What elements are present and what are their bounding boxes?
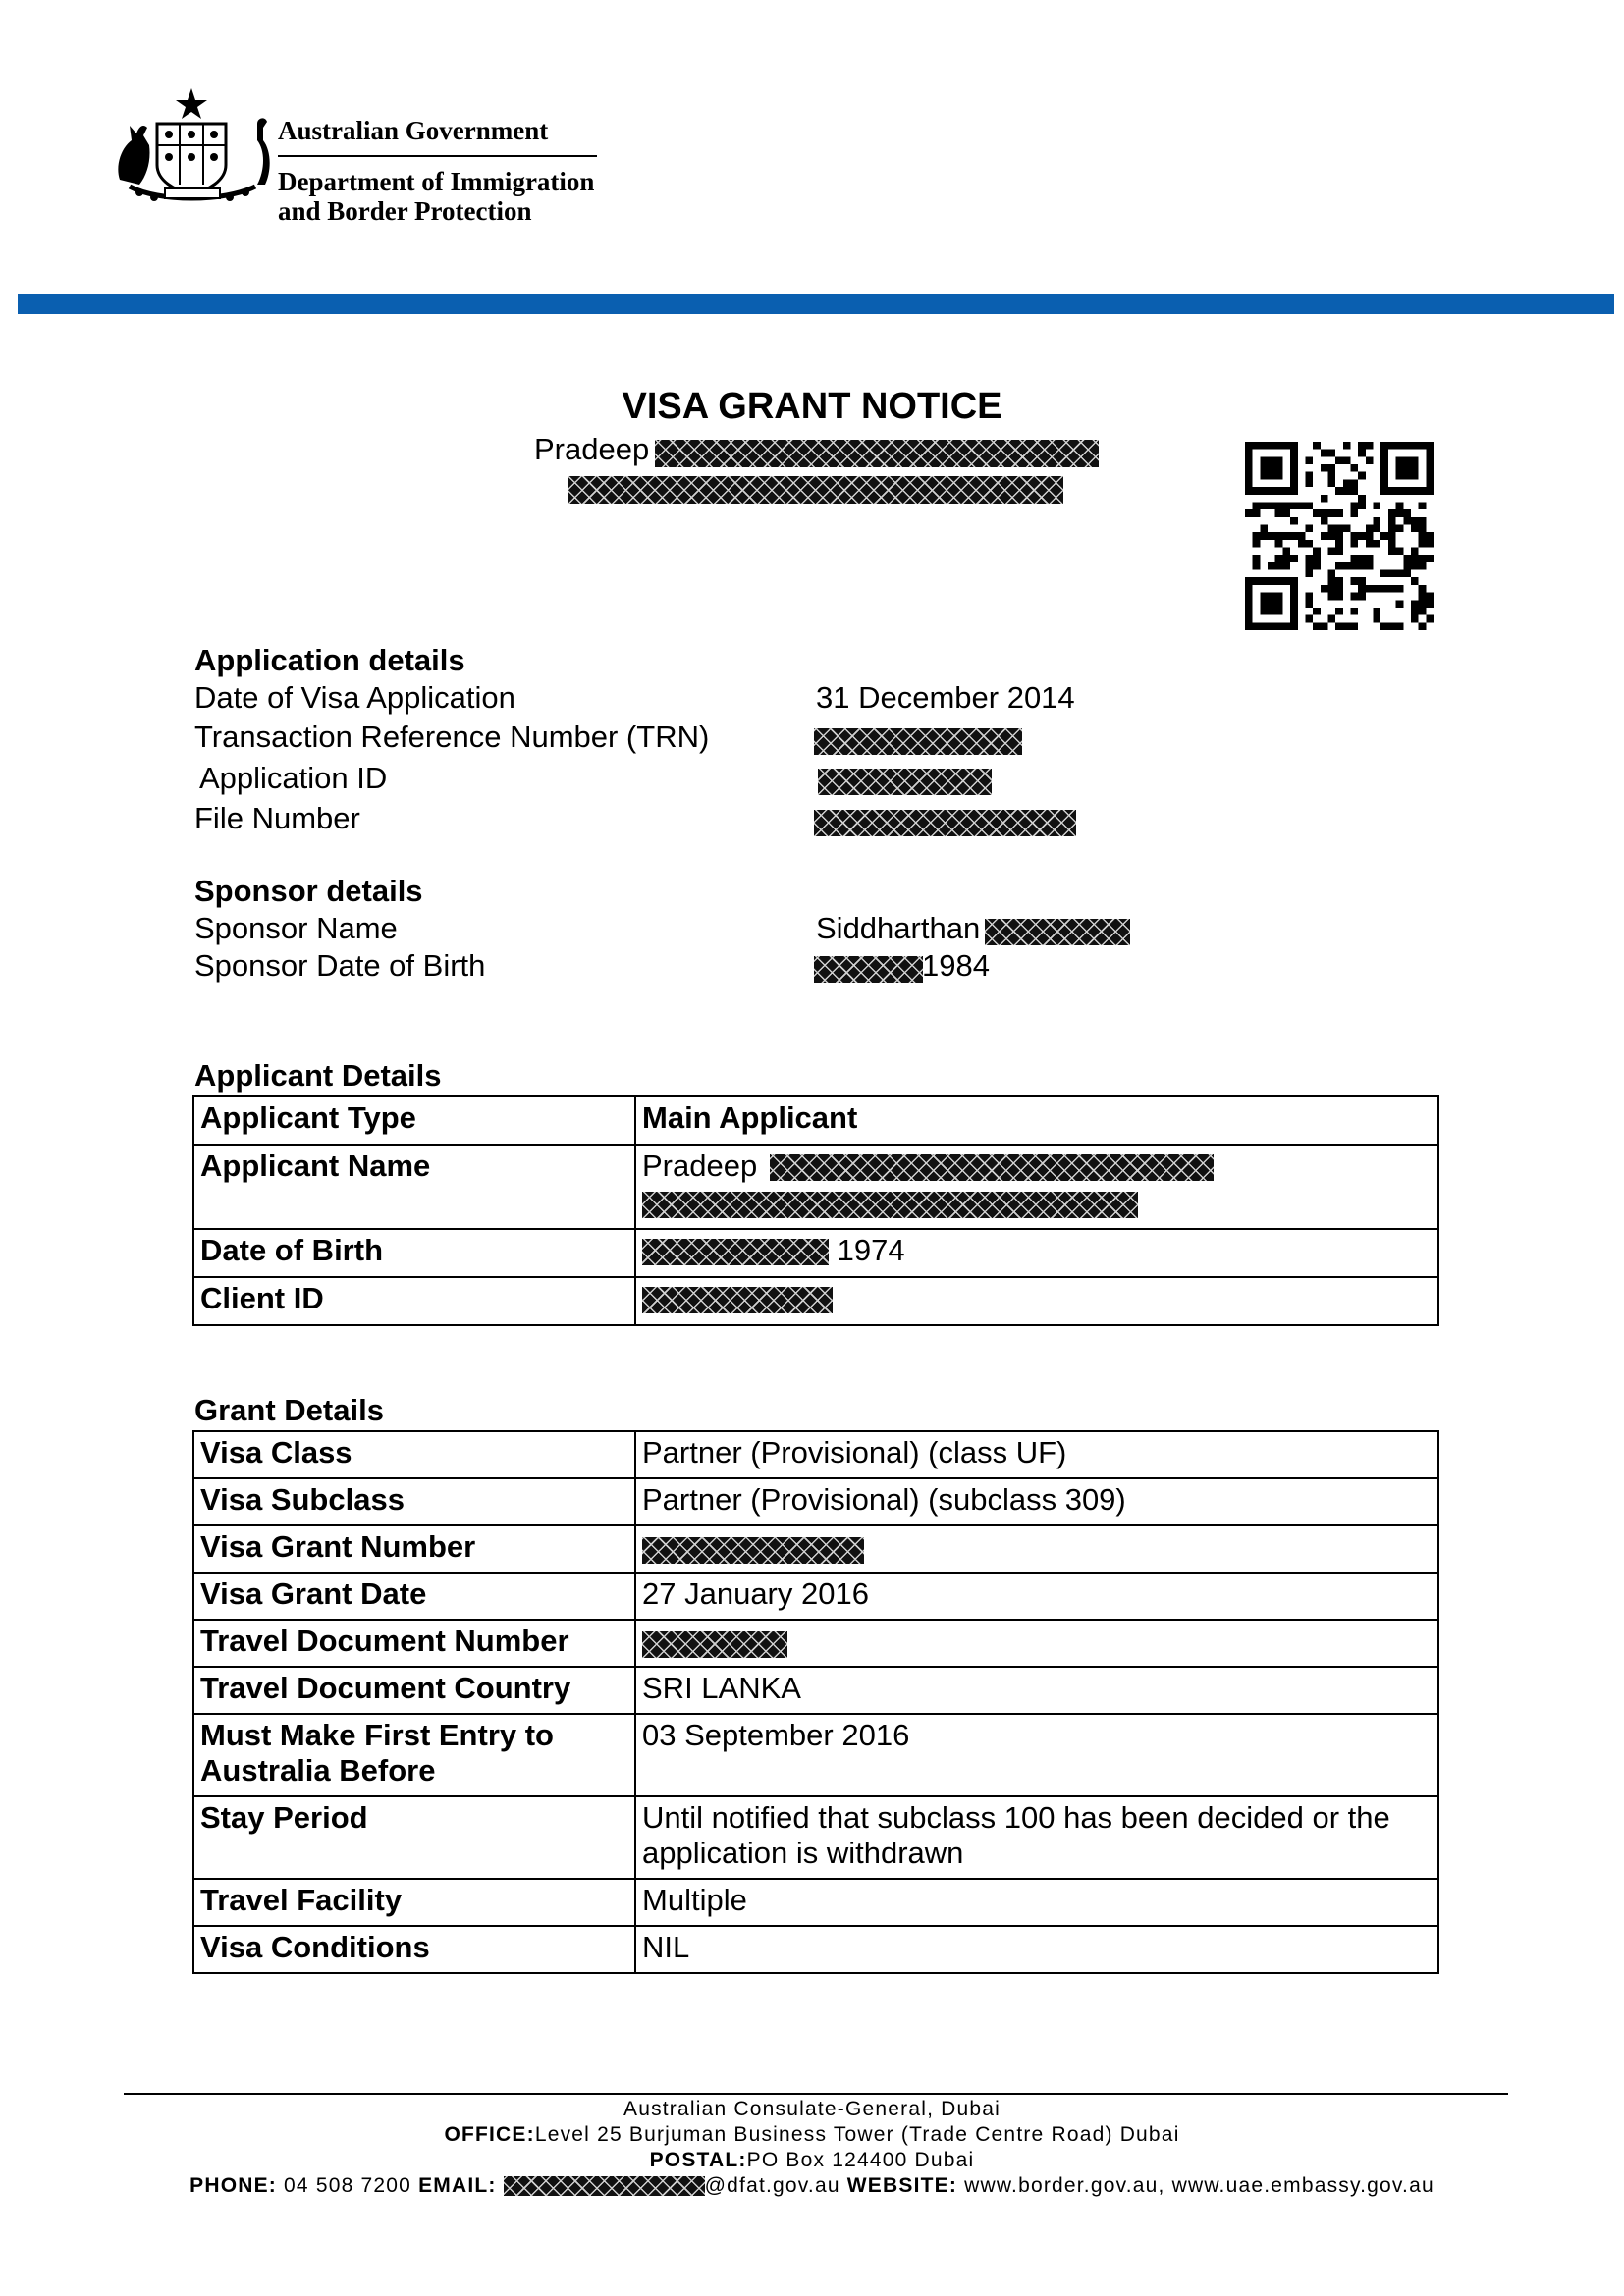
sponsor-name-value: Siddharthan [816, 911, 981, 945]
application-details-heading: Application details [194, 643, 465, 677]
applicant-type-value: Main Applicant [635, 1096, 1438, 1145]
footer-postal-label: POSTAL: [649, 2149, 747, 2171]
travel-document-country-value: SRI LANKA [635, 1667, 1438, 1714]
table-row [193, 1879, 1438, 1926]
table-row [193, 1525, 1438, 1573]
visa-grant-date-value: 27 January 2016 [635, 1573, 1438, 1620]
sponsor-name-label: Sponsor Name [194, 911, 398, 945]
department-line-1: Department of Immigration [278, 167, 595, 196]
redacted-applicant-surname [770, 1154, 1214, 1181]
footer-contact [0, 2174, 1624, 2198]
redacted-applicant-dob [642, 1239, 829, 1265]
redacted-email-user [504, 2176, 705, 2196]
footer-website-value: www.border.gov.au, www.uae.embassy.gov.au [964, 2174, 1435, 2197]
trn-label: Transaction Reference Number (TRN) [194, 720, 710, 754]
table-row [193, 1145, 1438, 1229]
header-rule [278, 155, 597, 157]
redacted-trn [814, 728, 1022, 755]
notice-title: VISA GRANT NOTICE [622, 386, 1002, 427]
table-row [193, 1926, 1438, 1973]
redacted-sponsor-dob [814, 956, 923, 983]
table-row [193, 1096, 1438, 1145]
file-number-label: File Number [194, 801, 360, 835]
applicant-name-label: Applicant Name [193, 1145, 635, 1229]
department-line-2: and Border Protection [278, 196, 532, 226]
redacted-travel-document-number [642, 1631, 787, 1658]
footer-postal-value: PO Box 124400 Dubai [746, 2149, 975, 2171]
footer-phone-label: PHONE: [189, 2174, 277, 2197]
sponsor-details-heading: Sponsor details [194, 874, 423, 908]
redacted-file-number [814, 810, 1076, 836]
visa-grant-date-label: Visa Grant Date [193, 1573, 635, 1620]
redacted-visa-grant-number [642, 1537, 864, 1564]
grant-details-heading: Grant Details [194, 1393, 384, 1427]
recipient-first-name: Pradeep [534, 432, 650, 466]
footer-rule [124, 2093, 1508, 2095]
footer-postal [0, 2149, 1624, 2172]
date-of-birth-cell [635, 1229, 1438, 1277]
footer-office [0, 2123, 1624, 2147]
first-entry-label: Must Make First Entry to Australia Before [193, 1714, 635, 1796]
visa-subclass-value: Partner (Provisional) (subclass 309) [635, 1478, 1438, 1525]
table-row [193, 1667, 1438, 1714]
applicant-details-heading: Applicant Details [194, 1058, 442, 1093]
client-id-label: Client ID [193, 1277, 635, 1325]
table-row [193, 1714, 1438, 1796]
grant-details-table [192, 1430, 1439, 1974]
table-row [193, 1796, 1438, 1879]
sponsor-dob-year: 1984 [922, 948, 990, 983]
travel-document-number-label: Travel Document Number [193, 1620, 635, 1667]
government-name: Australian Government [278, 116, 549, 145]
visa-conditions-label: Visa Conditions [193, 1926, 635, 1973]
applicant-first-name: Pradeep [642, 1148, 758, 1183]
client-id-cell [635, 1277, 1438, 1325]
redacted-sponsor-surname [985, 919, 1130, 945]
header-band [18, 294, 1614, 314]
redacted-client-id [642, 1287, 833, 1313]
redacted-application-id [818, 769, 992, 795]
redacted-recipient-surname [655, 440, 1099, 467]
visa-grant-number-label: Visa Grant Number [193, 1525, 635, 1573]
coat-of-arms-icon [110, 86, 275, 204]
stay-period-label: Stay Period [193, 1796, 635, 1879]
travel-document-country-label: Travel Document Country [193, 1667, 635, 1714]
stay-period-value: Until notified that subclass 100 has been decided or the application is withdrawn [635, 1796, 1438, 1879]
redacted-recipient-address [568, 476, 1063, 504]
application-id-label: Application ID [199, 761, 388, 795]
table-row [193, 1277, 1438, 1325]
date-of-birth-label: Date of Birth [193, 1229, 635, 1277]
applicant-birth-year: 1974 [837, 1233, 905, 1267]
date-of-visa-application-label: Date of Visa Application [194, 680, 515, 715]
sponsor-dob-label: Sponsor Date of Birth [194, 948, 486, 983]
redacted-applicant-name-line2 [642, 1192, 1138, 1218]
first-entry-value: 03 September 2016 [635, 1714, 1438, 1796]
visa-conditions-value: NIL [635, 1926, 1438, 1973]
footer-email-domain: @dfat.gov.au [704, 2174, 840, 2197]
applicant-details-table [192, 1095, 1439, 1326]
travel-facility-value: Multiple [635, 1879, 1438, 1926]
table-row [193, 1229, 1438, 1277]
footer-email-label: EMAIL: [418, 2174, 497, 2197]
footer-website-label: WEBSITE: [846, 2174, 958, 2197]
table-row [193, 1431, 1438, 1478]
visa-subclass-label: Visa Subclass [193, 1478, 635, 1525]
applicant-name-cell [635, 1145, 1438, 1229]
table-row [193, 1620, 1438, 1667]
footer-phone-value: 04 508 7200 [284, 2174, 412, 2197]
travel-document-number-cell [635, 1620, 1438, 1667]
visa-class-label: Visa Class [193, 1431, 635, 1478]
date-of-visa-application-value: 31 December 2014 [816, 680, 1075, 715]
footer-consulate: Australian Consulate-General, Dubai [623, 2098, 1001, 2120]
footer-office-value: Level 25 Burjuman Business Tower (Trade Centre Road) Dubai [534, 2123, 1180, 2146]
visa-grant-number-cell [635, 1525, 1438, 1573]
table-row [193, 1573, 1438, 1620]
visa-class-value: Partner (Provisional) (class UF) [635, 1431, 1438, 1478]
qr-code-icon [1245, 442, 1434, 630]
footer-office-label: OFFICE: [444, 2123, 535, 2146]
table-row [193, 1478, 1438, 1525]
travel-facility-label: Travel Facility [193, 1879, 635, 1926]
applicant-type-label: Applicant Type [193, 1096, 635, 1145]
